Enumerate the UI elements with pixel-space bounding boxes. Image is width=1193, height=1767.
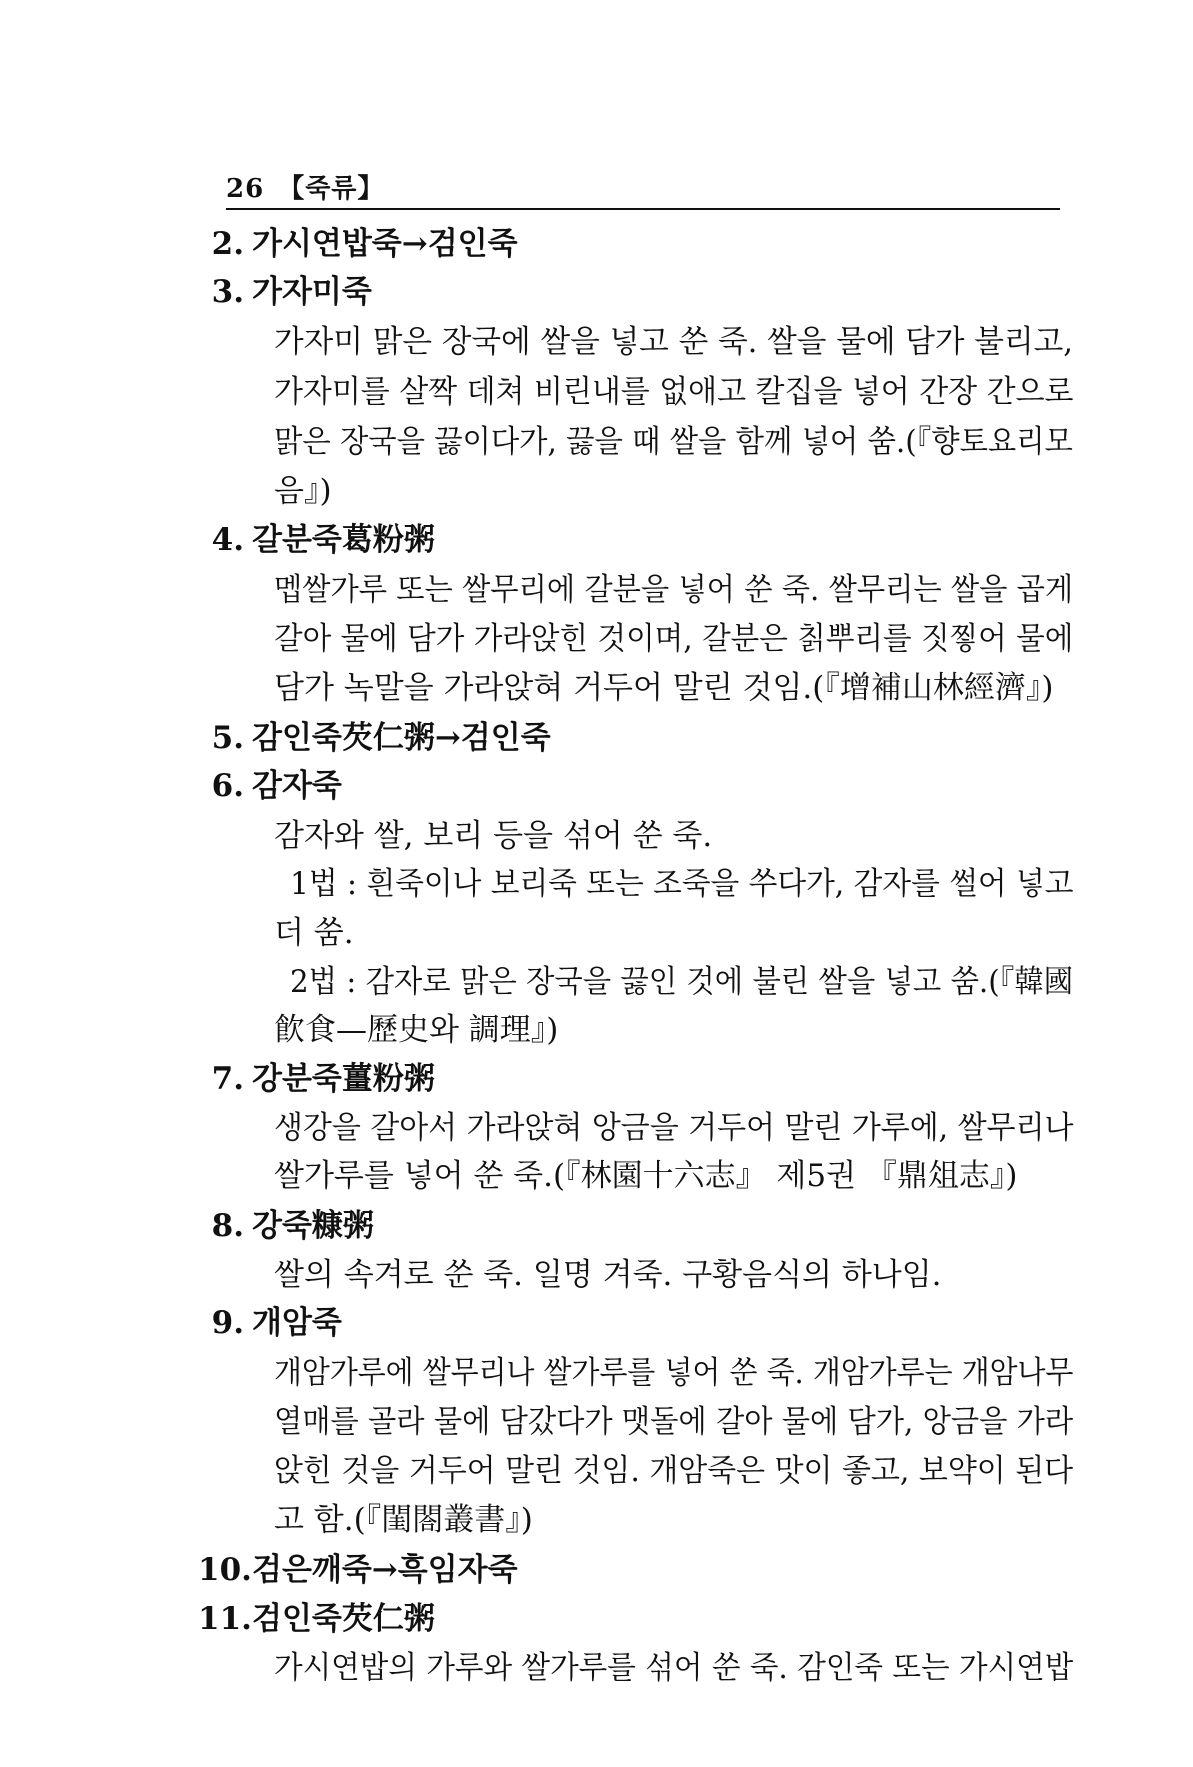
entry-headword: 감인죽芡仁粥→검인죽: [252, 720, 551, 756]
entry-title: [198, 1300, 342, 1346]
entry-number: 7.: [211, 1061, 244, 1097]
entry-title: [198, 1203, 374, 1249]
entry-headword: 검인죽芡仁粥: [252, 1601, 435, 1637]
definition-line: 더 쑴.: [274, 915, 354, 951]
entry-number: 11.: [198, 1601, 252, 1637]
page-header: [226, 168, 1060, 205]
definition-line: 담가 녹말을 가라앉혀 거두어 말린 것임.(『增補山林經濟』): [274, 670, 1054, 706]
definition-line: 가시연밥의 가루와 쌀가루를 섞어 쑨 죽. 감인죽 또는 가시연밥: [274, 1650, 1074, 1686]
entry-title: [198, 1056, 435, 1102]
entry-title: [198, 517, 435, 563]
entry-headword: 가시연밥죽→검인죽: [252, 226, 518, 262]
entry-number: 2.: [211, 226, 244, 262]
entry-number: 5.: [211, 720, 244, 756]
entry-headword: 감자죽: [252, 768, 342, 804]
definition-line: 앉힌 것을 거두어 말린 것임. 개암죽은 맛이 좋고, 보약이 된다: [274, 1453, 1074, 1489]
definition-line: 가자미를 살짝 데쳐 비린내를 없애고 칼집을 넣어 간장 간으로: [274, 374, 1074, 410]
definition-line: 갈아 물에 담가 가라앉힌 것이며, 갈분은 칡뿌리를 짓찧어 물에: [274, 621, 1074, 657]
definition-line: 쌀가루를 넣어 쑨 죽.(『林園十六志』 제5권 『鼎俎志』): [274, 1158, 1018, 1194]
entry-title: [198, 763, 342, 809]
header-rule: [226, 208, 1060, 210]
definition-line: 가자미 맑은 장국에 쌀을 넣고 쑨 죽. 쌀을 물에 담가 불리고,: [274, 324, 1074, 360]
definition-line: 고 함.(『閨閤叢書』): [274, 1502, 533, 1538]
entry-title: [198, 221, 518, 267]
definition-line: 맑은 장국을 끓이다가, 끓을 때 쌀을 함께 넣어 쑴.(『향토요리모: [274, 424, 1073, 460]
entry-number: 3.: [211, 274, 244, 310]
definition-line: 飮食—歷史와 調理』): [274, 1012, 559, 1048]
entry-title: [198, 715, 551, 761]
definition-line: 생강을 갈아서 가라앉혀 앙금을 거두어 말린 가루에, 쌀무리나: [274, 1110, 1074, 1146]
entry-title: [198, 1596, 435, 1642]
entry-number: 10.: [198, 1552, 252, 1588]
method-line: 1법 : 흰죽이나 보리죽 또는 조죽을 쑤다가, 감자를 썰어 넣고: [290, 866, 1074, 902]
entry-number: 4.: [211, 522, 244, 558]
section-title: 【죽류】: [278, 174, 385, 204]
entry-headword: 갈분죽葛粉粥: [252, 522, 435, 558]
definition-line: 열매를 골라 물에 담갔다가 맷돌에 갈아 물에 담가, 앙금을 가라: [274, 1404, 1074, 1440]
entry-title: [198, 1547, 518, 1593]
method-line: 2법 : 감자로 맑은 장국을 끓인 것에 불린 쌀을 넣고 쑴.(『韓國: [290, 964, 1074, 1000]
definition-line: 감자와 쌀, 보리 등을 섞어 쑨 죽.: [274, 818, 713, 854]
entry-headword: 가자미죽: [252, 274, 372, 310]
definition-line: 쌀의 속겨로 쑨 죽. 일명 겨죽. 구황음식의 하나임.: [274, 1257, 942, 1293]
definition-line: 음』): [274, 473, 332, 509]
entry-number: 9.: [211, 1305, 244, 1341]
entry-headword: 강죽糠粥: [252, 1208, 374, 1244]
definition-line: 멥쌀가루 또는 쌀무리에 갈분을 넣어 쑨 죽. 쌀무리는 쌀을 곱게: [274, 572, 1074, 608]
entry-headword: 강분죽薑粉粥: [252, 1061, 435, 1097]
entry-number: 6.: [211, 768, 244, 804]
entry-title: [198, 269, 372, 315]
entry-headword: 개암죽: [252, 1305, 342, 1341]
page-number: 26: [226, 174, 265, 204]
entry-number: 8.: [211, 1208, 244, 1244]
entry-headword: 검은깨죽→흑임자죽: [252, 1552, 518, 1588]
definition-line: 개암가루에 쌀무리나 쌀가루를 넣어 쑨 죽. 개암가루는 개암나무: [274, 1355, 1074, 1391]
